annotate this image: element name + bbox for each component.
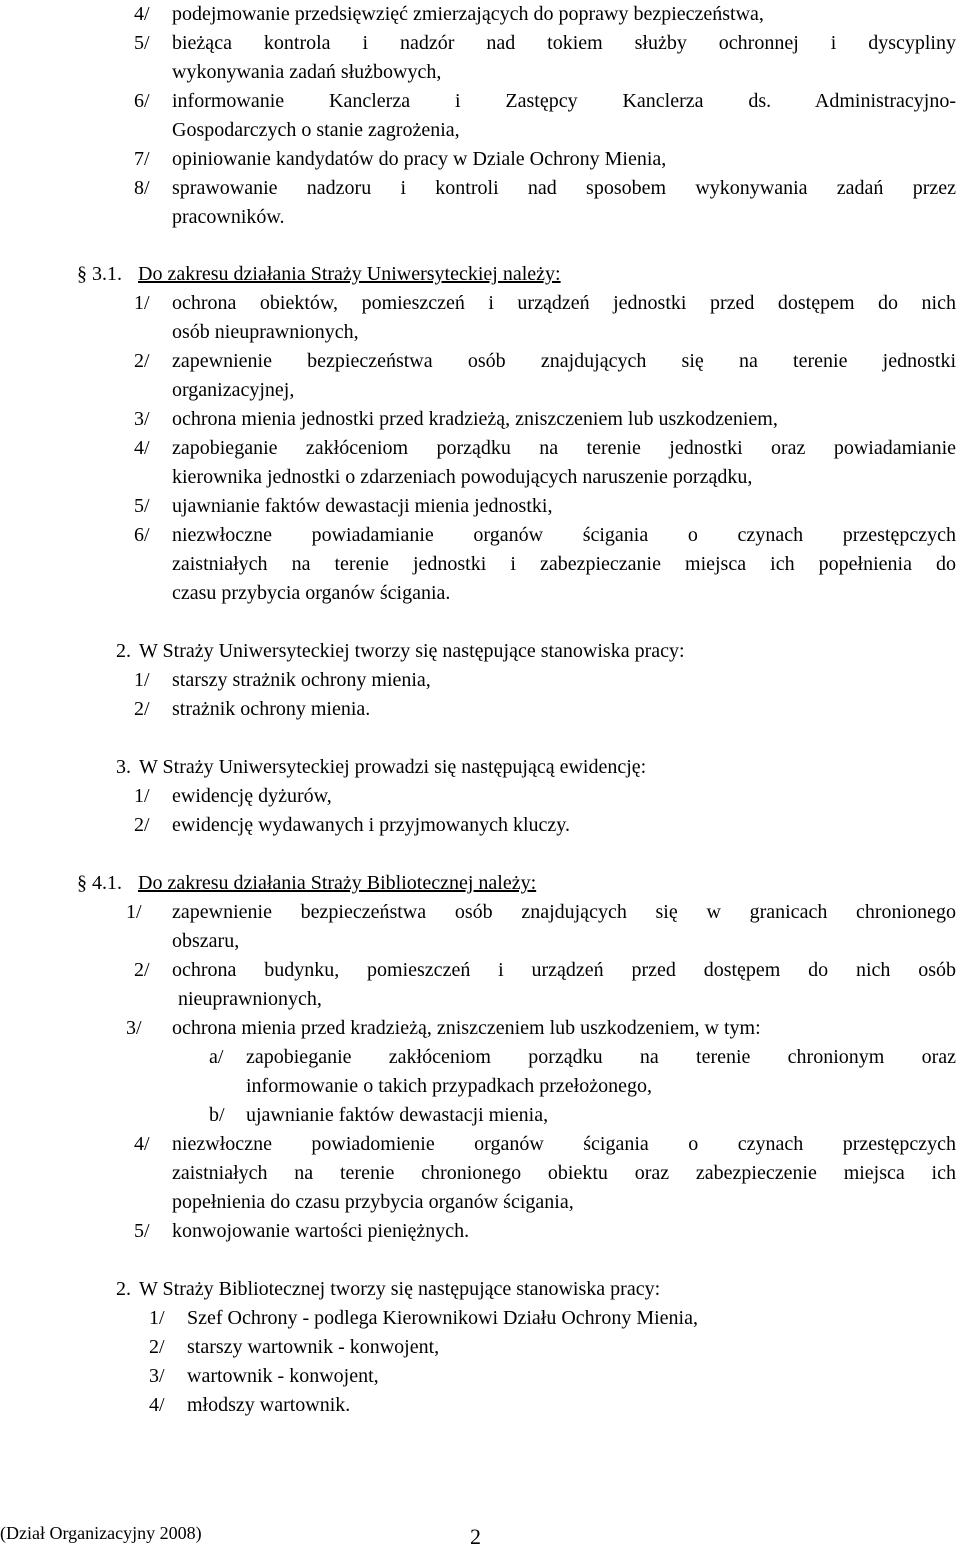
text-line: Gospodarczych o stanie zagrożenia, — [172, 119, 460, 141]
section-marker: § 4.1. — [77, 872, 122, 894]
section-heading: Do zakresu działania Straży Uniwersyteckiej należy: — [138, 263, 561, 285]
list-marker: a/ — [209, 1046, 224, 1068]
text-line: strażnik ochrony mienia. — [172, 698, 371, 720]
list-marker: 1/ — [134, 292, 150, 314]
text-line: kierownika jednostki o zdarzeniach powodujących naruszenie porządku, — [172, 466, 753, 488]
list-marker: 3/ — [126, 1017, 142, 1039]
list-marker: 2/ — [134, 350, 150, 372]
list-marker: 1/ — [134, 785, 150, 807]
text-line: starszy strażnik ochrony mienia, — [172, 669, 431, 691]
text-line: popełnienia do czasu przybycia organów ścigania, — [172, 1191, 574, 1213]
text-line: Szef Ochrony - podlega Kierownikowi Działu Ochrony Mienia, — [187, 1307, 698, 1329]
list-marker: 4/ — [134, 437, 150, 459]
text-line: ochrona mienia przed kradzieżą, zniszczeniem lub uszkodzeniem, w tym: — [172, 1017, 761, 1039]
list-marker: 1/ — [149, 1307, 165, 1329]
text-line: czasu przybycia organów ścigania. — [172, 582, 451, 604]
section-marker: 2. — [116, 1278, 131, 1300]
text-line: wykonywania zadań służbowych, — [172, 61, 442, 83]
list-marker: 8/ — [134, 177, 150, 199]
section-heading: Do zakresu działania Straży Bibliotecznej należy: — [138, 872, 537, 894]
text-line: ujawnianie faktów dewastacji mienia jednostki, — [172, 495, 553, 517]
section-heading: W Straży Uniwersyteckiej prowadzi się następującą ewidencję: — [139, 756, 647, 778]
text-line: ochrona budynku, pomieszczeń i urządzeń przed dostępem do nich osób — [172, 959, 956, 981]
section-heading: W Straży Uniwersyteckiej tworzy się następujące stanowiska pracy: — [139, 640, 685, 662]
text-line: ochrona mienia jednostki przed kradzieżą, zniszczeniem lub uszkodzeniem, — [172, 408, 778, 430]
list-marker: 4/ — [134, 1133, 150, 1155]
list-marker: 3/ — [134, 408, 150, 430]
text-line: zaistniałych na terenie jednostki i zabezpieczanie miejsca ich popełnienia do — [172, 553, 956, 575]
footer-text: (Dział Organizacyjny 2008) — [0, 1523, 202, 1543]
section-heading: W Straży Bibliotecznej tworzy się następujące stanowiska pracy: — [139, 1278, 661, 1300]
page-number: 2 — [470, 1524, 481, 1549]
text-line: niezwłoczne powiadomienie organów ścigania o czynach przestępczych — [172, 1133, 956, 1155]
text-line: opiniowanie kandydatów do pracy w Dziale Ochrony Mienia, — [172, 148, 667, 170]
section-marker: § 3.1. — [77, 263, 122, 285]
list-marker: 4/ — [134, 3, 150, 25]
text-line: zapobieganie zakłóceniom porządku na terenie jednostki oraz powiadamianie — [172, 437, 956, 459]
text-line: konwojowanie wartości pieniężnych. — [172, 1220, 470, 1242]
text-line: młodszy wartownik. — [187, 1394, 351, 1416]
list-marker: 5/ — [134, 32, 150, 54]
text-line: zaistniałych na terenie chronionego obiektu oraz zabezpieczenie miejsca ich — [172, 1162, 956, 1184]
list-marker: 6/ — [134, 90, 150, 112]
text-line: obszaru, — [172, 930, 240, 952]
list-marker: 3/ — [149, 1365, 165, 1387]
text-line: sprawowanie nadzoru i kontroli nad sposobem wykonywania zadań przez — [172, 177, 956, 199]
list-marker: 5/ — [134, 1220, 150, 1242]
section-marker: 3. — [116, 756, 131, 778]
text-line: informowanie Kanclerza i Zastępcy Kanclerza ds. Administracyjno- — [172, 90, 956, 112]
list-marker: b/ — [209, 1104, 225, 1126]
text-line: nieuprawnionych, — [178, 988, 322, 1010]
text-line: ochrona obiektów, pomieszczeń i urządzeń jednostki przed dostępem do nich — [172, 292, 956, 314]
text-line: zapobieganie zakłóceniom porządku na terenie chronionym oraz — [246, 1046, 956, 1068]
text-line: niezwłoczne powiadamianie organów ścigania o czynach przestępczych — [172, 524, 956, 546]
text-line: ewidencję wydawanych i przyjmowanych kluczy. — [172, 814, 570, 836]
text-line: osób nieuprawnionych, — [172, 321, 359, 343]
text-line: organizacyjnej, — [172, 379, 295, 401]
text-line: zapewnienie bezpieczeństwa osób znajdujących się w granicach chronionego — [172, 901, 956, 923]
text-line: podejmowanie przedsięwzięć zmierzających do poprawy bezpieczeństwa, — [172, 3, 764, 25]
list-marker: 2/ — [134, 959, 150, 981]
text-line: starszy wartownik - konwojent, — [187, 1336, 440, 1358]
list-marker: 4/ — [149, 1394, 165, 1416]
text-line: zapewnienie bezpieczeństwa osób znajdujących się na terenie jednostki — [172, 350, 956, 372]
text-line: bieżąca kontrola i nadzór nad tokiem służby ochronnej i dyscypliny — [172, 32, 956, 54]
list-marker: 7/ — [134, 148, 150, 170]
list-marker: 5/ — [134, 495, 150, 517]
list-marker: 2/ — [134, 698, 150, 720]
list-marker: 2/ — [149, 1336, 165, 1358]
text-line: ewidencję dyżurów, — [172, 785, 332, 807]
text-line: informowanie o takich przypadkach przełożonego, — [246, 1075, 652, 1097]
list-marker: 1/ — [134, 669, 150, 691]
section-marker: 2. — [116, 640, 131, 662]
list-marker: 6/ — [134, 524, 150, 546]
text-line: pracowników. — [172, 206, 285, 228]
text-line: wartownik - konwojent, — [187, 1365, 379, 1387]
text-line: ujawnianie faktów dewastacji mienia, — [246, 1104, 549, 1126]
list-marker: 1/ — [126, 901, 142, 923]
list-marker: 2/ — [134, 814, 150, 836]
